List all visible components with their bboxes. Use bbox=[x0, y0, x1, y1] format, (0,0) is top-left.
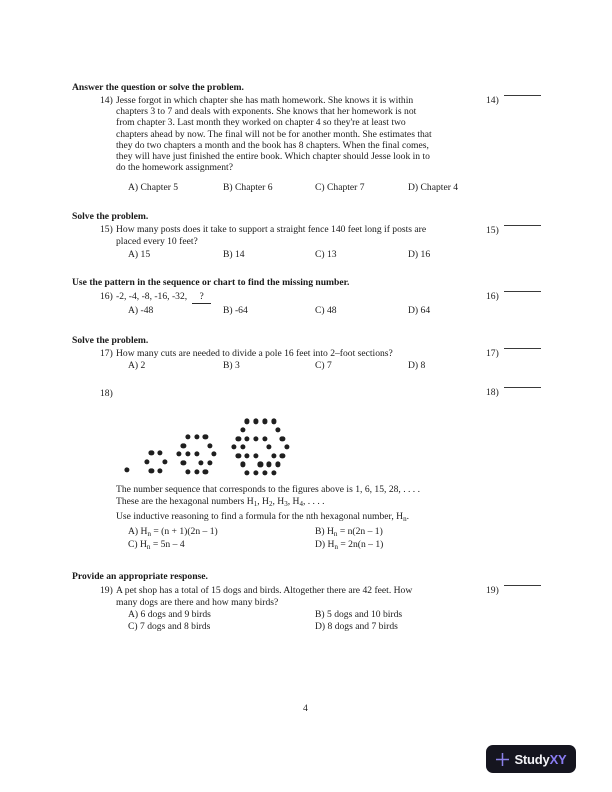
answer-blank-18[interactable] bbox=[504, 387, 541, 388]
q18-line: These are the hexagonal numbers $H_1$, $H_2$, $H_3$, $H_4$, . . . . bbox=[116, 495, 325, 508]
q14-line: do the homework assignment? bbox=[116, 162, 233, 173]
q16-missing-number-blank: ? bbox=[192, 291, 211, 304]
q19-option-d: D) 8 dogs and 7 birds bbox=[315, 621, 398, 632]
q14-option-c: C) Chapter 7 bbox=[315, 182, 365, 193]
q18-option-a: A) $H_n = (n + 1)(2n - 1)$ bbox=[128, 526, 218, 538]
q14-line: Jesse forgot in which chapter she has math homework. She knows it is within bbox=[116, 95, 414, 106]
q16-option-a: A) -48 bbox=[128, 304, 154, 316]
q17-option-a: A) 2 bbox=[128, 359, 146, 371]
q15-option-b: B) 14 bbox=[223, 249, 245, 260]
q19-option-a: A) 6 dogs and 9 birds bbox=[128, 609, 211, 620]
answer-label-17: 17) bbox=[486, 348, 499, 359]
plus-icon bbox=[495, 752, 510, 767]
q14-line: they will have just finished the entire book. Which chapter should Jesse look in to bbox=[116, 150, 430, 162]
answer-label-16: 16) bbox=[486, 291, 499, 302]
q16-option-d: D) 64 bbox=[408, 304, 431, 316]
q15-option-c: C) 13 bbox=[315, 249, 337, 260]
q18-option-b: B) $H_n = n(2n - 1)$ bbox=[315, 526, 383, 538]
q14-option-d: D) Chapter 4 bbox=[408, 182, 459, 193]
q18-line: The number sequence that corresponds to the figures above is 1, 6, 15, 28, . . . . bbox=[116, 484, 420, 495]
q15-line: placed every 10 feet? bbox=[116, 235, 198, 247]
q14-number: 14) bbox=[100, 95, 113, 106]
q19-line: A pet shop has a total of 15 dogs and birds. Altogether there are 42 feet. How bbox=[116, 585, 413, 596]
q19-option-b: B) 5 dogs and 10 birds bbox=[315, 609, 403, 620]
q15-option-d: D) 16 bbox=[408, 249, 431, 260]
answer-blank-14[interactable] bbox=[504, 95, 541, 96]
answer-blank-15[interactable] bbox=[504, 225, 541, 226]
q15-option-a: A) 15 bbox=[128, 249, 151, 260]
q19-number: 19) bbox=[100, 585, 113, 596]
section-heading-solve-1: Solve the problem. bbox=[72, 211, 149, 222]
q18-number: 18) bbox=[100, 388, 113, 399]
q16-number: 16) bbox=[100, 291, 113, 302]
q17-option-c: C) 7 bbox=[315, 359, 332, 371]
page-number: 4 bbox=[303, 703, 308, 714]
q17-option-b: B) 3 bbox=[223, 359, 240, 371]
q17-line: How many cuts are needed to divide a pole 16 feet into 2–foot sections? bbox=[116, 348, 393, 359]
answer-label-14: 14) bbox=[486, 95, 499, 106]
answer-label-15: 15) bbox=[486, 225, 499, 236]
section-heading-provide: Provide an appropriate response. bbox=[72, 571, 208, 582]
q16-option-b: B) -64 bbox=[223, 304, 248, 316]
section-heading-pattern: Use the pattern in the sequence or chart to find the missing number. bbox=[72, 277, 350, 288]
q18-option-c: C) $H_n = 5n - 4$ bbox=[128, 538, 185, 551]
answer-blank-17[interactable] bbox=[504, 348, 541, 349]
q17-option-d: D) 8 bbox=[408, 359, 426, 371]
section-heading-answer-or-solve: Answer the question or solve the problem. bbox=[72, 82, 244, 93]
answer-label-19: 19) bbox=[486, 585, 499, 596]
answer-blank-19[interactable] bbox=[504, 585, 541, 586]
q14-line: chapters 3 to 7 and deals with exponents. She knows that her homework is not bbox=[116, 106, 417, 117]
q17-number: 17) bbox=[100, 348, 113, 359]
q18-option-d: D) $H_n = 2n(n - 1)$ bbox=[315, 538, 384, 551]
q15-line: How many posts does it take to support a straight fence 140 feet long if posts are bbox=[116, 224, 427, 235]
logo-text bbox=[514, 752, 566, 767]
q16-option-c: C) 48 bbox=[315, 304, 337, 316]
q14-line: they do two chapters a month and the book has 8 chapters. When the final comes, bbox=[116, 139, 429, 151]
answer-blank-16[interactable] bbox=[504, 291, 541, 292]
q16-sequence-text: -2, -4, -8, -16, -32, bbox=[116, 291, 188, 302]
q14-option-b: B) Chapter 6 bbox=[223, 182, 273, 193]
q14-line: from chapter 3. Last month they worked on chapter 4 so they're at least two bbox=[116, 117, 406, 128]
q19-line: many dogs are there and how many birds? bbox=[116, 596, 279, 608]
logo-suffix: XY bbox=[549, 751, 567, 767]
studyxy-logo[interactable] bbox=[486, 745, 576, 773]
q16-sequence bbox=[116, 291, 211, 304]
logo-brand: Study bbox=[514, 751, 550, 767]
q14-line: chapters ahead by now. The final will not be for another month. She estimates that bbox=[116, 128, 432, 140]
answer-label-18: 18) bbox=[486, 387, 499, 398]
q14-option-a: A) Chapter 5 bbox=[128, 182, 179, 193]
q19-option-c: C) 7 dogs and 8 birds bbox=[128, 621, 211, 632]
q18-line: Use inductive reasoning to find a formula for the nth hexagonal number, $H_n$. bbox=[116, 510, 409, 523]
q15-number: 15) bbox=[100, 224, 113, 235]
section-heading-solve-2: Solve the problem. bbox=[72, 334, 149, 346]
